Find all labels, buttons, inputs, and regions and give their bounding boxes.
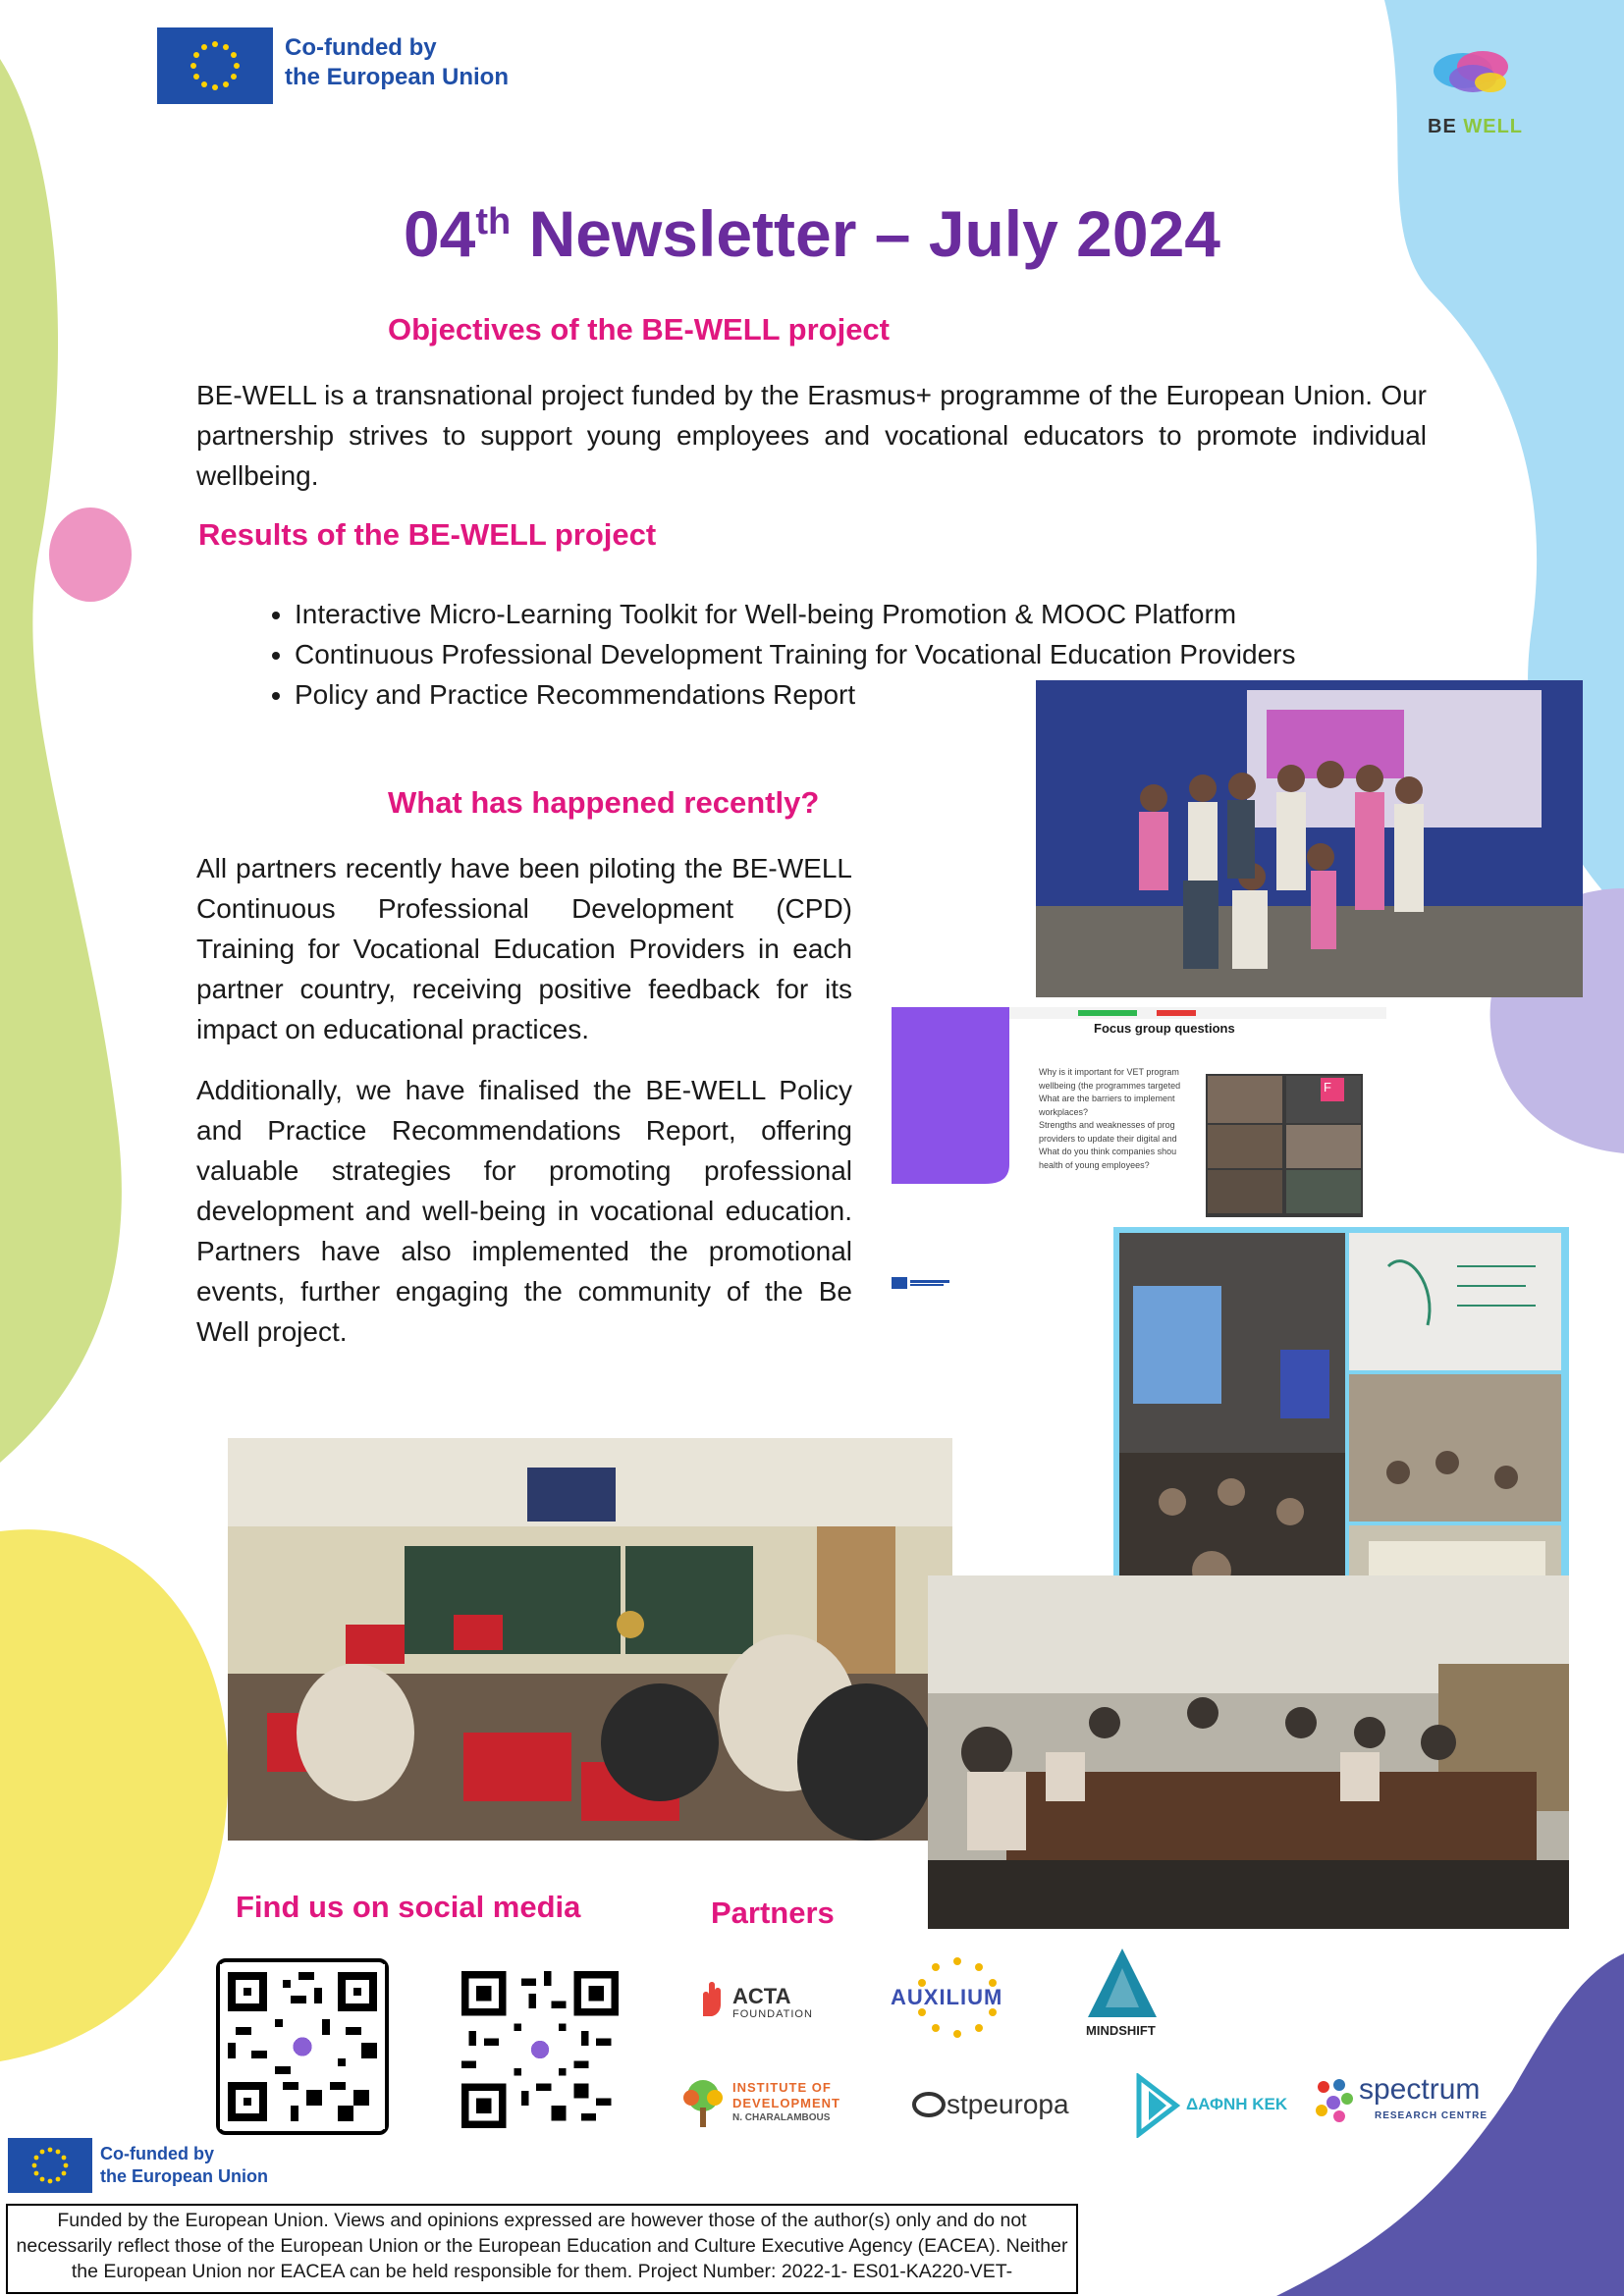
- spectrum-figure-icon: [1314, 2077, 1357, 2124]
- logo-well: WELL: [1463, 116, 1524, 137]
- meeting-photo: [928, 1575, 1569, 1929]
- eu-cofunded-label: Co-funded by the European Union: [285, 34, 509, 90]
- partners-heading: Partners: [711, 1896, 835, 1930]
- objectives-heading: Objectives of the BE-WELL project: [388, 312, 891, 347]
- partner-mindshift-logo: MINDSHIFT: [1078, 1949, 1166, 2047]
- focus-group-questions: Why is it important for VET program wellbeing (the programmes targeted What are the barriers to implement workplaces? Strengths and weaknesses of prog providers to update their digital and What do you think companies shou health of young employees?: [1039, 1067, 1181, 1170]
- focus-avatar-letter: F: [1324, 1080, 1331, 1095]
- footer-eu-flag: [8, 2138, 92, 2193]
- play-chevron-icon: [1135, 2073, 1180, 2138]
- eu-flag: [157, 27, 273, 104]
- qr-code-2[interactable]: [461, 1971, 619, 2128]
- classroom-photo: [228, 1438, 952, 1841]
- qr-code-1[interactable]: [216, 1958, 389, 2135]
- partner-acta-logo: ACTA FOUNDATION: [699, 1981, 827, 2024]
- list-item: • Continuous Professional Development Training for Vocational Education Providers: [295, 634, 1295, 674]
- recent-para-2: Additionally, we have finalised the BE-WELL Policy and Practice Recommendations Report, offering valuable strategies for promoting professional development and well-being in vocational education. Partners have also implemented the promotional events, further engaging the community of the Be Well project.: [196, 1075, 852, 1347]
- social-heading: Find us on social media: [236, 1890, 581, 1924]
- list-item: • Interactive Micro-Learning Toolkit for Well-being Promotion & MOOC Platform: [295, 594, 1295, 634]
- funding-disclaimer: Funded by the European Union. Views and opinions expressed are however those of the author(s) only and do not necessarily reflect those of the European Union or the European Education and Culture Executive Agency (EACEA). Neither the European Union nor EACEA can be held responsible for them. Project Number: 2022-1- ES01-KA220-VET-: [6, 2204, 1078, 2294]
- recent-heading: What has happened recently?: [388, 785, 820, 820]
- swirl-icon: [911, 2087, 950, 2122]
- speech-bubbles-icon: [1414, 39, 1532, 118]
- results-heading: Results of the BE-WELL project: [198, 517, 657, 552]
- focus-group-slide: [892, 1007, 1386, 1217]
- hand-icon: [699, 1981, 727, 2018]
- recent-para-1: All partners recently have been piloting the BE-WELL Continuous Professional Development (CPD) Training for Vocational Education Providers in each partner country, receiving positive feedback for its impact on educational practices.: [196, 853, 852, 1044]
- partner-dafni-logo: ΔΑΦΝΗ ΚΕΚ: [1135, 2073, 1292, 2138]
- objectives-text: BE-WELL is a transnational project funded by the Erasmus+ programme of the European Union. Our partnership strives to support young employees and vocational educators to promote individual wellbeing.: [196, 380, 1427, 491]
- bewell-logo: [1414, 39, 1532, 147]
- qr-code-icon: [220, 1962, 385, 2131]
- focus-group-title: Focus group questions: [1094, 1021, 1235, 1036]
- partner-institute-logo: INSTITUTE OF DEVELOPMENT N. CHARALAMBOUS: [679, 2076, 866, 2131]
- partner-stpeuropa-logo: stpeuropa: [911, 2087, 1098, 2126]
- partner-auxilium-logo: AUXILIUM: [889, 1953, 1026, 2042]
- small-eu-logo: [892, 1274, 952, 1286]
- logo-be: BE: [1428, 116, 1457, 137]
- newsletter-title: 04th Newsletter – July 2024: [403, 197, 1221, 270]
- triangle-icon: [1078, 1949, 1166, 2027]
- partner-spectrum-logo: spectrum RESEARCH CENTRE: [1314, 2073, 1510, 2132]
- tree-icon: [679, 2078, 727, 2129]
- eu-stars-icon: [8, 2138, 92, 2193]
- footer-eu-label: Co-funded by the European Union: [100, 2144, 268, 2186]
- list-item: • Policy and Practice Recommendations Report: [295, 674, 1295, 715]
- qr-code-icon: [461, 1971, 619, 2128]
- eu-stars-icon: [157, 27, 273, 104]
- group-photo: [1036, 680, 1583, 997]
